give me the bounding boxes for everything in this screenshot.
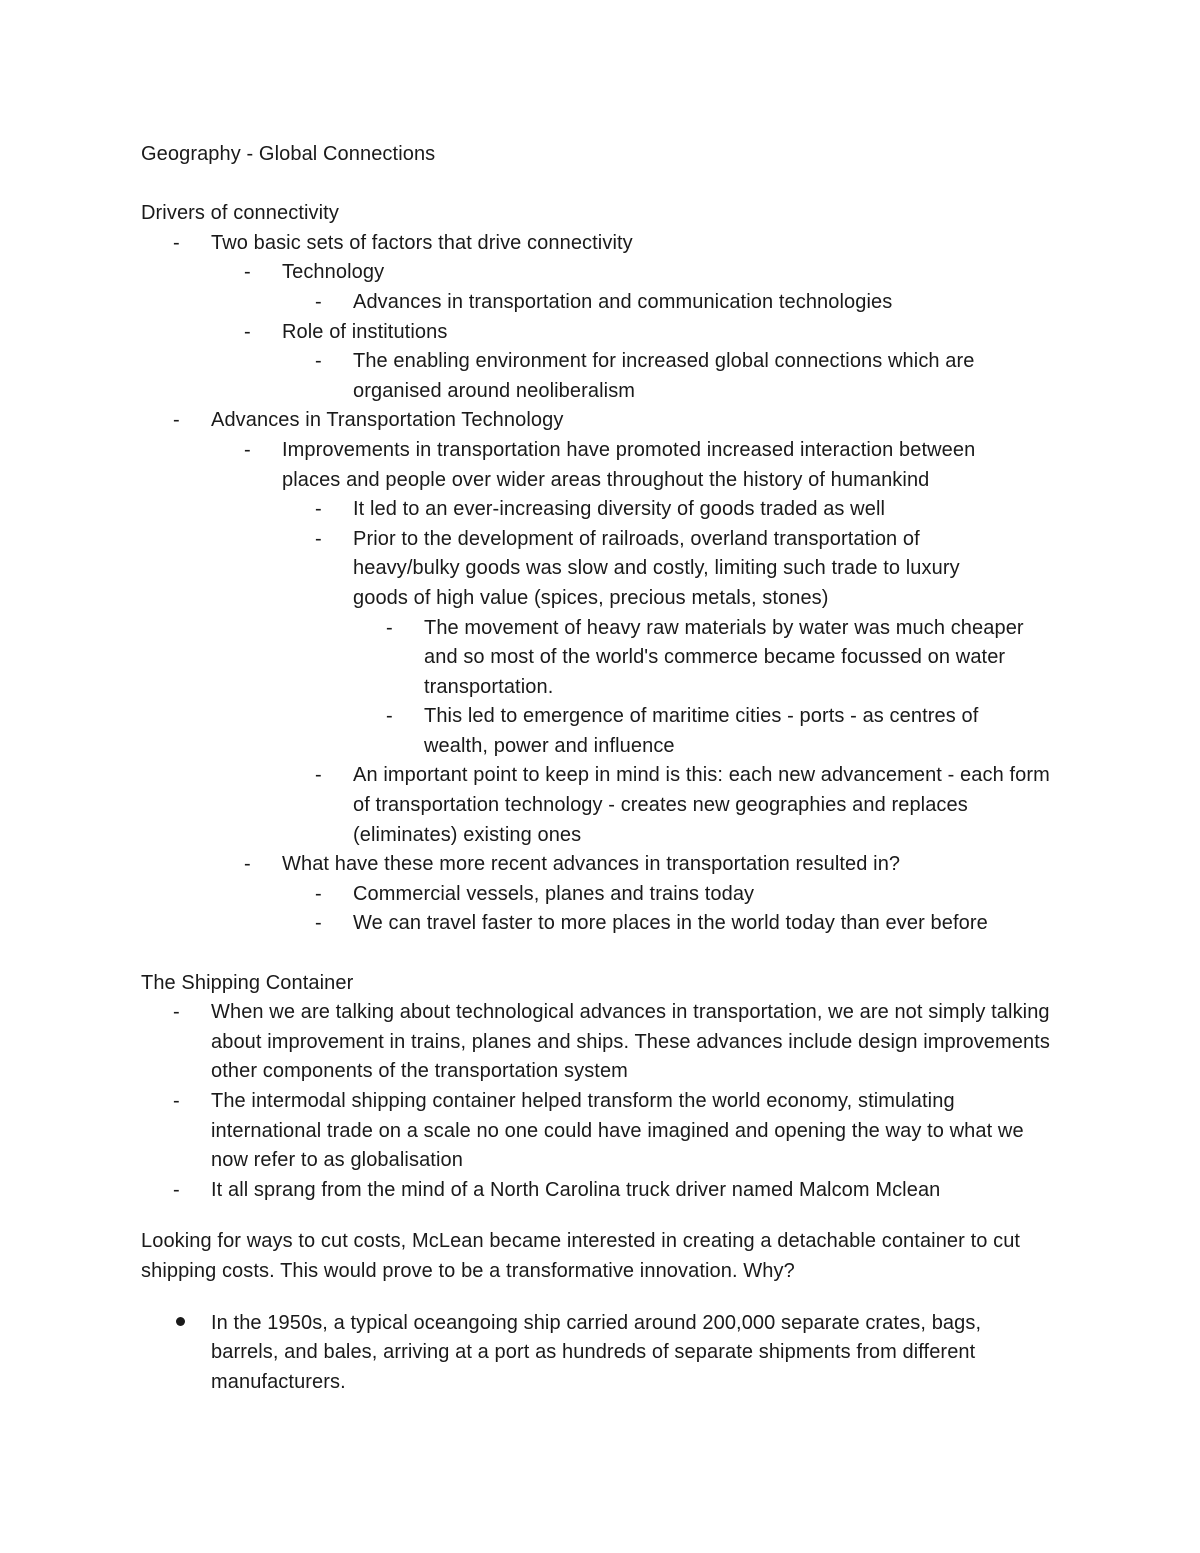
list-item-text: Advances in Transportation Technology: [211, 409, 564, 432]
list-item-text: We can travel faster to more places in the world today than ever before: [353, 912, 988, 935]
list-item: [212, 258, 1071, 288]
bullet-item-text: In the 1950s, a typical oceangoing ship carried around 200,000 separate crates, bags, barrels, and bales, arriving at a port as hundreds of separate shipments from different manufacturers.: [211, 1311, 982, 1393]
list-item-text: When we are talking about technological advances in transportation, we are not simply talking about improvement in trains, planes and ships. These advances include design improvements other components of the transportation system: [211, 1001, 1050, 1083]
list-item: [354, 702, 1071, 761]
dash-marker: -: [173, 1178, 180, 1201]
list-item-text: Advances in transportation and communication technologies: [353, 290, 893, 313]
list-item: [212, 318, 1071, 348]
dash-marker: -: [315, 912, 322, 935]
list-item-text: Role of institutions: [282, 320, 448, 343]
dash-marker: -: [315, 350, 322, 373]
dash-marker: -: [315, 764, 322, 787]
list-item: [283, 909, 1071, 939]
list-item-text: Prior to the development of railroads, overland transportation of heavy/bulky goods was slow and costly, limiting such trade to luxury goods of high value (spices, precious metals, stones): [353, 527, 960, 609]
list-item-text: The movement of heavy raw materials by water was much cheaper and so most of the world's commerce became focussed on water transportation.: [424, 616, 1024, 698]
list-item: [354, 614, 1071, 703]
dash-marker: -: [173, 1001, 180, 1024]
section-heading-drivers: Drivers of connectivity: [141, 202, 339, 225]
spacer: [141, 170, 1071, 200]
dash-marker: -: [173, 1090, 180, 1112]
dash-marker: -: [244, 261, 251, 284]
list-item: [141, 1176, 1071, 1206]
dash-marker: -: [386, 705, 393, 728]
list-item: [141, 1087, 1071, 1176]
paragraph-mclean: Looking for ways to cut costs, McLean became interested in creating a detachable container to cut shipping costs. This would prove to be a transformative innovation. Why?: [141, 1230, 1021, 1282]
list-item-text: Technology: [282, 261, 385, 284]
dash-marker: -: [315, 290, 322, 313]
list-item: [283, 288, 1071, 318]
bullet-icon: [141, 1309, 211, 1339]
dash-marker: -: [315, 527, 322, 550]
list-item: [141, 406, 1071, 436]
section-heading-container: The Shipping Container: [141, 971, 354, 994]
list-item-text: The intermodal shipping container helped transform the world economy, stimulating international trade on a scale no one could have imagined and opening the way to what we now refer to as globalisation: [211, 1090, 1024, 1172]
list-item-text: The enabling environment for increased global connections which are organised around neoliberalism: [353, 350, 975, 402]
list-item: [283, 525, 1071, 614]
list-item-text: It led to an ever-increasing diversity of goods traded as well: [353, 498, 886, 521]
dash-marker: -: [386, 616, 393, 639]
list-item: [283, 761, 1071, 850]
list-item: [212, 436, 1071, 495]
dash-marker: -: [244, 320, 251, 343]
list-item: [212, 850, 1071, 880]
list-item-text: Two basic sets of factors that drive connectivity: [211, 231, 633, 254]
dash-marker: -: [244, 853, 251, 876]
list-item: [283, 880, 1071, 910]
list-item: [283, 495, 1071, 525]
dash-marker: -: [315, 882, 322, 905]
list-item-text: Commercial vessels, planes and trains today: [353, 882, 755, 905]
bullet-dot-icon: [176, 1317, 185, 1326]
list-item-text: An important point to keep in mind is this: each new advancement - each form of transportation technology - creates new geographies and replaces (eliminates) existing ones: [353, 764, 1050, 846]
dash-marker: -: [173, 231, 180, 254]
document-page: [141, 140, 1071, 1397]
spacer: [141, 939, 1071, 969]
dash-marker: -: [244, 438, 251, 461]
dash-marker: -: [315, 498, 322, 521]
list-item-text: What have these more recent advances in transportation resulted in?: [282, 853, 901, 876]
list-item: [141, 998, 1071, 1087]
list-item-text: This led to emergence of maritime cities - ports - as centres of wealth, power and influence: [424, 705, 979, 757]
list-item: [283, 347, 1071, 406]
dash-marker: -: [173, 409, 180, 432]
list-item-text: It all sprang from the mind of a North Carolina truck driver named Malcom Mclean: [211, 1178, 941, 1201]
spacer: [141, 1287, 1071, 1309]
bullet-item: [141, 1309, 1071, 1398]
list-item-text: Improvements in transportation have promoted increased interaction between places and people over wider areas throughout the history of humankind: [282, 438, 976, 491]
spacer: [141, 1205, 1071, 1227]
document-title: Geography - Global Connections: [141, 143, 436, 165]
list-item: [141, 229, 1071, 259]
